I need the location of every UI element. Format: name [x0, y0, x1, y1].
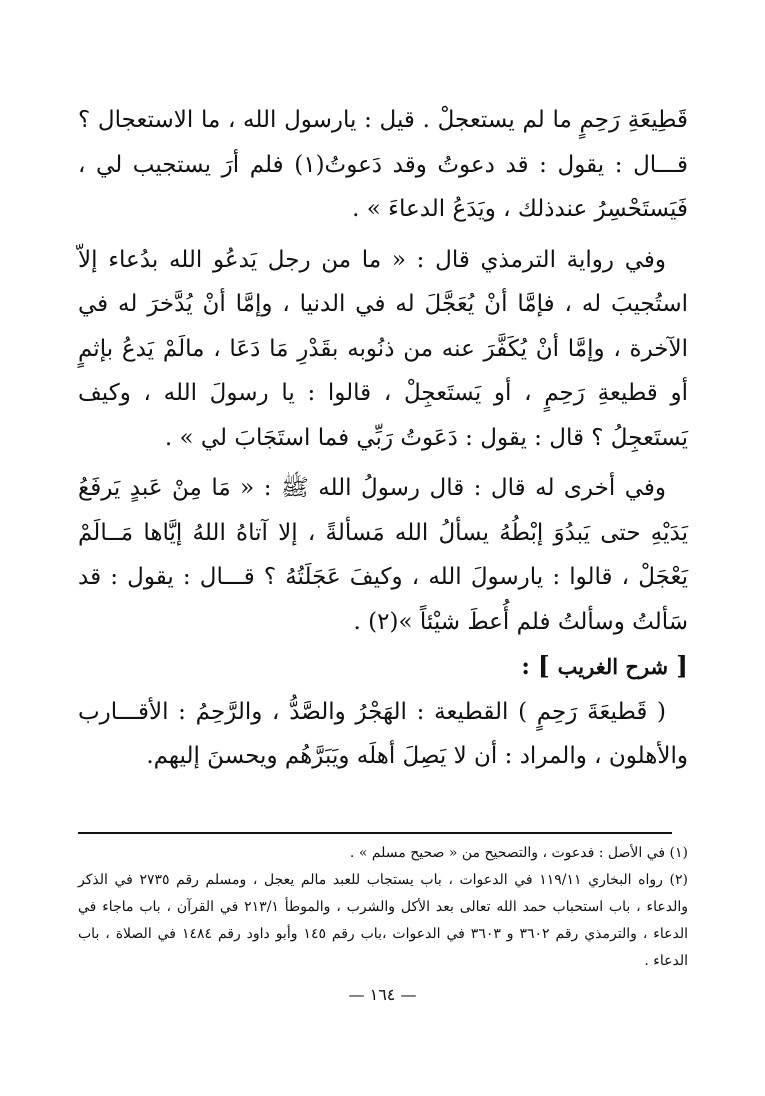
paragraph-gloss: ( قَطيعَةَ رَحِمٍ ) القطيعة : الهَجْرُ والصَّدُّ ، والرَّحِمُ : الأقـــارب والأهلون ، والمراد : أن لا يَصِلَ أهلَه ويَبَرَّهُم ويحسنَ إليهم. — [78, 698, 688, 769]
heading-colon: : — [521, 653, 538, 680]
footnotes — [78, 840, 688, 975]
footnote-divider — [78, 832, 672, 834]
main-text — [78, 98, 688, 779]
footnote-1: (١) في الأصل : فدعوت ، والتصحيح من « صحيح مسلم » . — [349, 845, 688, 861]
section-heading-vocabulary — [78, 644, 688, 690]
heading-label: شرح الغريب — [557, 654, 669, 679]
paragraph-tirmidhi-narration: وفي رواية الترمذي قال : « ما من رجل يَدعُو الله بدُعاء إلاّ استُجيبَ له ، فإمَّا أنْ يُعَجَّلَ له في الدنيا ، وإمَّا أنْ يُدَّخرَ له في الآخرة ، وإمَّا أنْ يُكَفَّرَ عنه من ذنُوبه بقَدْرِ مَا دَعَا ، مالَمْ يَدعُ بإثمٍ أو قطيعةِ رَحِمٍ ، أو يَستَعجِلْ ، قالوا : يا رسولَ الله ، وكيف يَستَعجِلُ ؟ قال : يقول : دَعَوتُ رَبِّي فما استَجَابَ لي » . — [78, 246, 688, 451]
heading-bracket-close: ] — [537, 651, 550, 680]
paragraph-hadith-continuation: قَطِيعَةِ رَحِمٍ ما لم يستعجلْ . قيل : يارسول الله ، ما الاستعجال ؟ قـــال : يقول : قد دعوتُ وقد دَعوتُ(١) فلم أرَ يستجيب لي ، فَيَستَحْسِرُ عندذلك ، ويَدَعُ الدعاءَ » . — [78, 107, 688, 222]
paragraph-another-narration: وفي أخرى له قال : قال رسولُ الله ﷺ : « مَا مِنْ عَبدٍ يَرفَعُ يَدَيْهِ حتى يَبدُوَ إبْطُهُ يسألُ الله مَسألةً ، إلا آتاهُ اللهُ إيَّاها مَــالَمْ يَعْجَلْ ، قالوا : يارسولَ الله ، وكيفَ عَجَلَتُهُ ؟ قـــال : يقول : قد سَألتُ وسألتُ فلم أُعطَ شيْئاً »(٢) . — [78, 475, 688, 635]
heading-bracket-open: [ — [676, 651, 688, 680]
page-number: — ١٦٤ — — [348, 985, 417, 1004]
footnote-2: (٢) رواه البخاري ١١٩/١١ في الدعوات ، باب يستجاب للعبد مالم يعجل ، ومسلم رقم ٢٧٣٥ في الذكر والدعاء ، باب استحباب حمد الله تعالى بعد الأكل والشرب ، والموطأ ٢١٣/١ في القرآن ، باب ماجاء في الدعاء ، والترمذي رقم ٣٦٠٢ و ٣٦٠٣ في الدعوات ،باب رقم ١٤٥ وأبو داود رقم ١٤٨٤ في الصلاة ، باب الدعاء . — [78, 872, 689, 969]
